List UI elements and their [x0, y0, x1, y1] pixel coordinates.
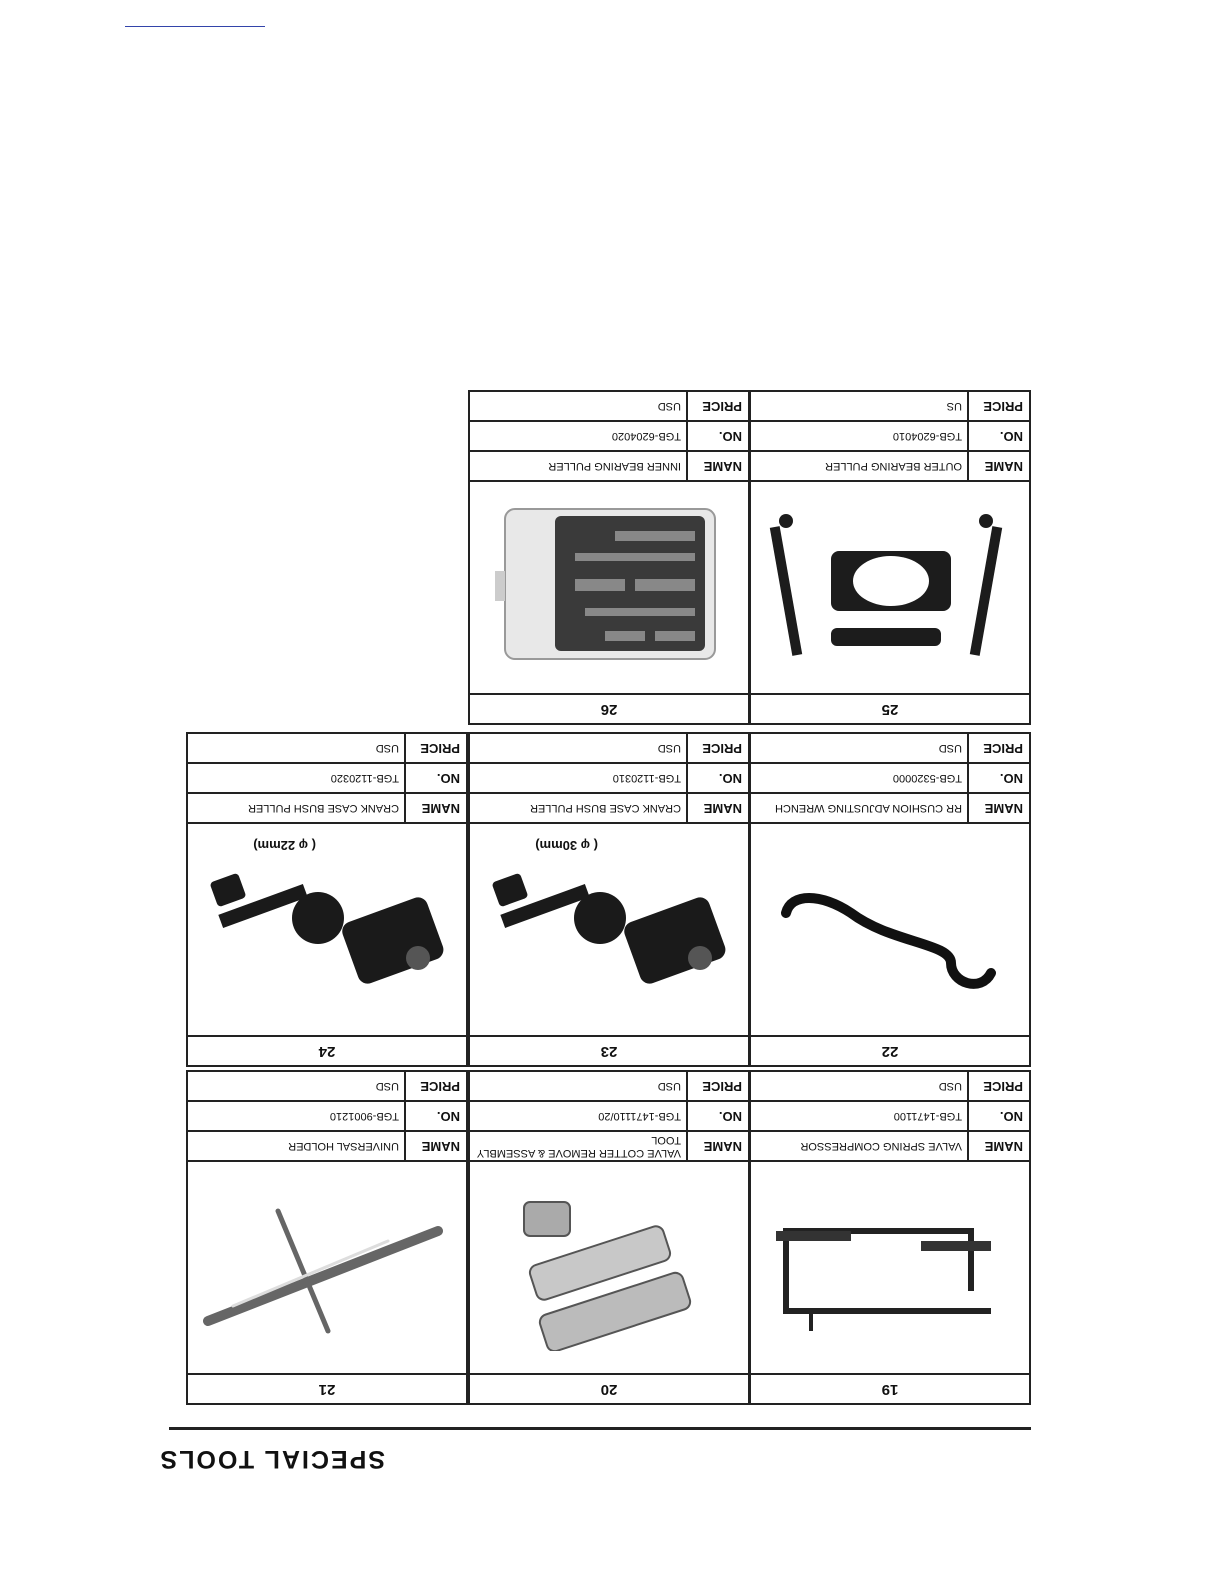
tool-name-row — [468, 450, 750, 482]
tool-no-label: NO. — [967, 764, 1029, 792]
tool-no-row — [468, 420, 750, 452]
tool-picture — [468, 1160, 750, 1375]
tool-number: 19 — [749, 1373, 1031, 1405]
tool-no-row — [749, 1100, 1031, 1132]
tool-no-label: NO. — [686, 422, 748, 450]
tool-name-value: VALVE COTTER REMOVE & ASSEMBLY TOOL — [477, 1134, 681, 1159]
tool-price-label: PRICE — [686, 734, 748, 762]
tool-price-label: PRICE — [404, 734, 466, 762]
tool-number: 24 — [186, 1035, 468, 1067]
tool-price-value: USD — [938, 1080, 962, 1093]
tool-no-label: NO. — [404, 1102, 466, 1130]
valve-cotter-tool-icon — [500, 1186, 730, 1351]
tool-picture — [749, 822, 1031, 1037]
tool-no-label: NO. — [404, 764, 466, 792]
tool-price-row — [468, 390, 750, 422]
tool-price-value: USD — [938, 742, 962, 755]
tool-name-row — [749, 792, 1031, 824]
tool-size-caption: ( φ 30mm) — [535, 838, 598, 853]
tool-no-row — [468, 762, 750, 794]
tool-price-label: PRICE — [967, 734, 1029, 762]
tool-name-row — [186, 1130, 468, 1162]
tool-name-value: CRANK CASE BUSH PULLER — [248, 802, 399, 815]
tool-no-value: TGB-1471110/20 — [598, 1110, 681, 1123]
tool-no-value: TGB-1120320 — [330, 772, 399, 785]
tool-size-caption: ( φ 22mm) — [253, 838, 316, 853]
tool-number: 23 — [468, 1035, 750, 1067]
tool-name-label: NAME — [686, 1132, 748, 1160]
tool-no-label: NO. — [967, 1102, 1029, 1130]
tool-no-row — [468, 1100, 750, 1132]
tool-picture — [186, 1160, 468, 1375]
tool-name-row — [186, 792, 468, 824]
tool-name-label: NAME — [967, 452, 1029, 480]
tool-price-value: USD — [375, 1080, 399, 1093]
tool-name-label: NAME — [967, 794, 1029, 822]
tool-name-label: NAME — [686, 794, 748, 822]
tool-price-value: USD — [657, 742, 681, 755]
outer-bearing-puller-icon — [761, 496, 1011, 671]
tool-name-row — [749, 450, 1031, 482]
tool-picture — [468, 480, 750, 695]
tool-no-value: TGB-5320000 — [892, 772, 962, 785]
tool-name-value: RR CUSHION ADJUSTING WRENCH — [774, 802, 962, 815]
tool-price-label: PRICE — [967, 392, 1029, 420]
inner-bearing-puller-kit-icon — [480, 491, 730, 671]
tool-number: 25 — [749, 693, 1031, 725]
tool-price-row — [749, 732, 1031, 764]
tool-price-value: USD — [657, 1080, 681, 1093]
tool-no-value: TGB-6204020 — [611, 430, 681, 443]
tool-no-value: TGB-6204010 — [892, 430, 962, 443]
tool-price-value: USD — [375, 742, 399, 755]
tool-number: 21 — [186, 1373, 468, 1405]
tool-name-value: OUTER BEARING PULLER — [825, 460, 962, 473]
tool-picture — [749, 480, 1031, 695]
bush-puller-icon — [198, 838, 448, 1013]
tool-no-row — [749, 420, 1031, 452]
tool-no-row — [749, 762, 1031, 794]
tool-no-value: TGB-9001210 — [329, 1110, 399, 1123]
tool-price-label: PRICE — [686, 1072, 748, 1100]
tool-name-label: NAME — [404, 794, 466, 822]
valve-spring-compressor-icon — [771, 1196, 1011, 1351]
tool-price-row — [186, 1070, 468, 1102]
tool-name-label: NAME — [404, 1132, 466, 1160]
tool-name-row — [749, 1130, 1031, 1162]
tool-name-value: CRANK CASE BUSH PULLER — [530, 802, 681, 815]
tool-price-value: USD — [657, 400, 681, 413]
tool-price-row — [186, 732, 468, 764]
tool-number: 26 — [468, 693, 750, 725]
tool-name-row — [468, 792, 750, 824]
page-title: SPECIAL TOOLS — [158, 1445, 385, 1473]
tool-name-value: VALVE SPRING COMPRESSOR — [800, 1140, 962, 1153]
tool-price-row — [749, 1070, 1031, 1102]
tool-no-label: NO. — [967, 422, 1029, 450]
tool-no-value: TGB-1120310 — [612, 772, 681, 785]
universal-holder-icon — [198, 1186, 448, 1351]
tool-no-row — [186, 762, 468, 794]
tool-price-value: US — [946, 400, 962, 413]
tool-picture — [749, 1160, 1031, 1375]
tool-name-value: UNIVERSAL HOLDER — [288, 1140, 399, 1153]
hook-wrench-icon — [771, 848, 1011, 1013]
tool-price-label: PRICE — [404, 1072, 466, 1100]
bush-puller-icon — [480, 838, 730, 1013]
title-rule — [169, 1427, 1031, 1430]
tool-no-label: NO. — [686, 1102, 748, 1130]
tool-name-label: NAME — [967, 1132, 1029, 1160]
tool-picture — [468, 822, 750, 1037]
tool-price-label: PRICE — [686, 392, 748, 420]
tool-no-label: NO. — [686, 764, 748, 792]
tool-number: 20 — [468, 1373, 750, 1405]
footer-link-line — [125, 26, 265, 27]
tool-no-value: TGB-1471100 — [893, 1110, 962, 1123]
tool-name-label: NAME — [686, 452, 748, 480]
tool-price-row — [468, 1070, 750, 1102]
tool-price-row — [749, 390, 1031, 422]
tool-price-label: PRICE — [967, 1072, 1029, 1100]
tool-name-row — [468, 1130, 750, 1162]
tool-picture — [186, 822, 468, 1037]
tool-price-row — [468, 732, 750, 764]
tool-name-value: INNER BEARING PULLER — [548, 460, 681, 473]
tool-number: 22 — [749, 1035, 1031, 1067]
tool-no-row — [186, 1100, 468, 1132]
